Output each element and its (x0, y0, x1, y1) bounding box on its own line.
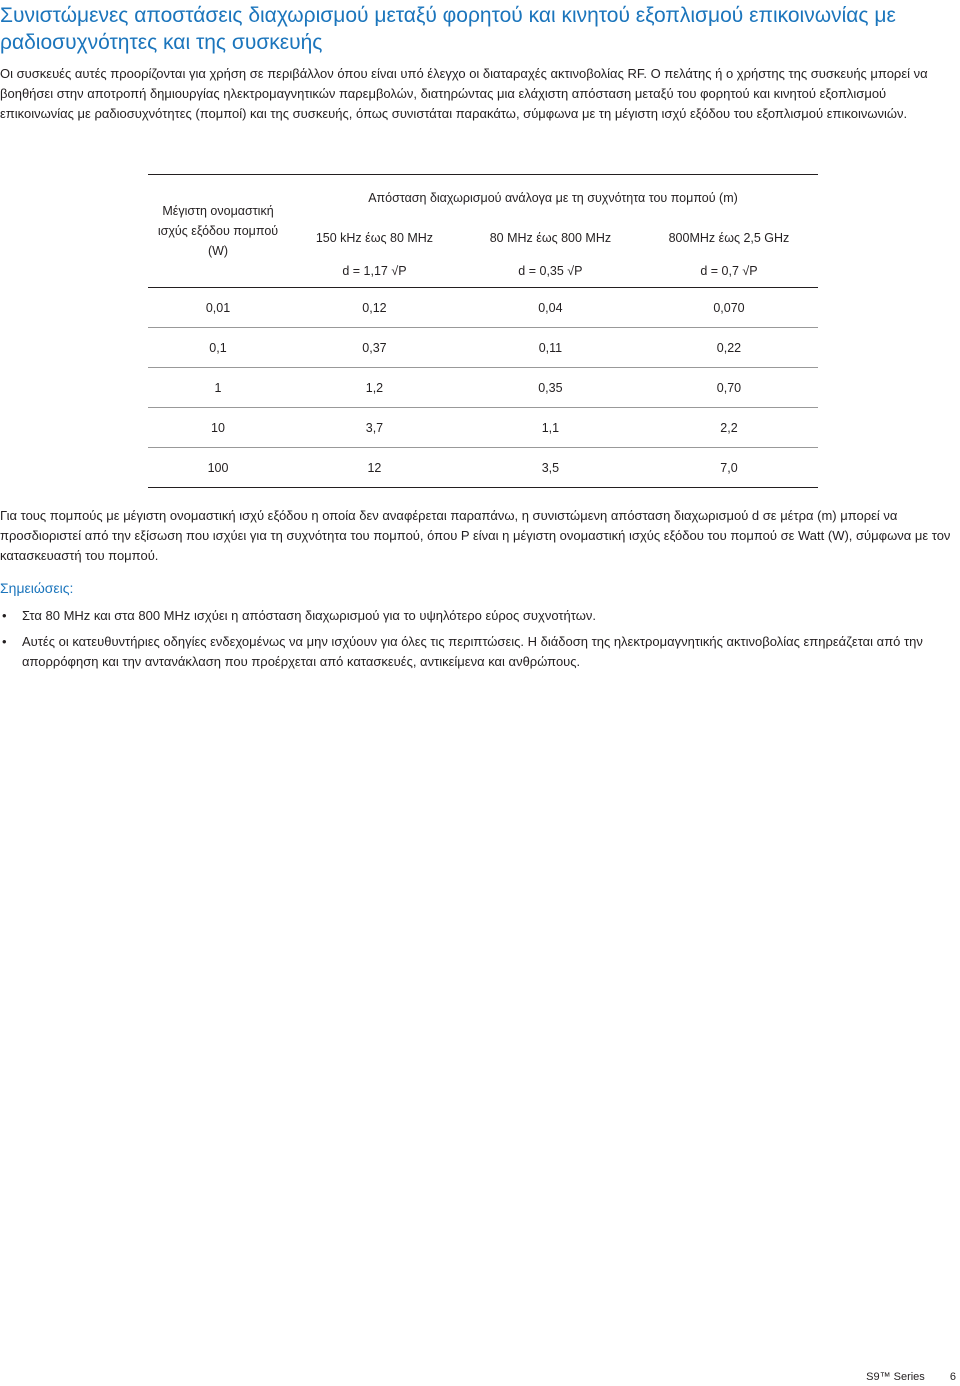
table-row (148, 288, 818, 328)
separation-distance-table (148, 174, 818, 488)
table-cell: 0,12 (288, 288, 461, 328)
formula-1: d = 1,17 √P (342, 264, 407, 278)
note-text: Αυτές οι κατευθυντήριες οδηγίες ενδεχομένως να μην ισχύουν για όλες τις περιπτώσεις. Η διάδοση της ηλεκτρομαγνητικής ακτινοβολίας επηρεάζεται από την απορρόφηση και την αντανάκλαση που προέρχεται από κατασκευές, αντικείμενα και ανθρώπους. (22, 634, 923, 669)
table-cell: 1,2 (288, 368, 461, 408)
table-cell: 12 (288, 448, 461, 488)
table-cell: 0,1 (148, 328, 288, 368)
table-cell: 0,35 (461, 368, 640, 408)
table-cell: 3,5 (461, 448, 640, 488)
notes-list (0, 606, 950, 678)
page-footer (866, 1371, 956, 1383)
intro-paragraph: Οι συσκευές αυτές προορίζονται για χρήση σε περιβάλλον όπου είναι υπό έλεγχο οι διαταραχές ακτινοβολίας RF. Ο πελάτης ή ο χρήστης της συσκευής μπορεί να βοηθήσει στην αποτροπή δημιουργίας ηλεκτρομαγνητικών παρεμβολών, διατηρώντας μια ελάχιστη απόσταση μεταξύ του φορητού και κινητού εξοπλισμού επικοινωνίας με ραδιοσυχνότητες (πομποί) και της συσκευής, όπως συνιστάται παρακάτω, σύμφωνα με τη μέγιστη ισχύ εξόδου του εξοπλισμού επικοινωνιών. (0, 66, 928, 121)
range-header-3: 800MHz έως 2,5 GHz (668, 231, 790, 245)
page-title: Συνιστώμενες αποστάσεις διαχωρισμού μεταξύ φορητού και κινητού εξοπλισμού επικοινωνίας με ραδιοσυχνότητες και της συσκευής (0, 4, 896, 54)
range-header-1: 150 kHz έως 80 MHz (315, 231, 434, 245)
notes-heading: Σημειώσεις: (0, 580, 74, 596)
table-cell: 10 (148, 408, 288, 448)
table-cell: 0,01 (148, 288, 288, 328)
table-row (148, 408, 818, 448)
bullet-icon: • (2, 634, 7, 649)
table-cell: 3,7 (288, 408, 461, 448)
table-cell: 1,1 (461, 408, 640, 448)
formula-3: d = 0,7 √P (700, 264, 758, 278)
series-name: S9™ Series (866, 1371, 925, 1383)
table-cell: 1 (148, 368, 288, 408)
bullet-icon: • (2, 608, 7, 623)
table-cell: 100 (148, 448, 288, 488)
table-cell: 0,22 (640, 328, 818, 368)
table-row (148, 448, 818, 488)
list-item (0, 606, 950, 626)
table-cell: 0,11 (461, 328, 640, 368)
range-header-2: 80 MHz έως 800 MHz (489, 231, 612, 245)
table-cell: 0,04 (461, 288, 640, 328)
table-cell: 2,2 (640, 408, 818, 448)
page-number: 6 (949, 1371, 956, 1383)
after-table-paragraph: Για τους πομπούς με μέγιστη ονομαστική ισχύ εξόδου η οποία δεν αναφέρεται παραπάνω, η συνιστώμενη απόσταση διαχωρισμού d σε μέτρα (m) μπορεί να προσδιοριστεί από την εξίσωση που ισχύει για τη συχνότητα του πομπού, όπου P είναι η μέγιστη ονομαστική ισχύς εξόδου του πομπού σε Watt (W), σύμφωνα με τον κατασκευαστή του πομπού. (0, 508, 951, 563)
power-column-header: Μέγιστη ονομαστική ισχύς εξόδου πομπού (W) (148, 175, 288, 288)
list-item (0, 632, 950, 672)
table-cell: 0,070 (640, 288, 818, 328)
table-cell: 7,0 (640, 448, 818, 488)
distance-span-header: Απόσταση διαχωρισμού ανάλογα με τη συχνότητα του πομπού (m) (288, 175, 818, 222)
note-text: Στα 80 MHz και στα 800 MHz ισχύει η απόσταση διαχωρισμού για το υψηλότερο εύρος συχνοτήτων. (22, 608, 596, 623)
table-cell: 0,70 (640, 368, 818, 408)
table-row (148, 328, 818, 368)
table-row (148, 368, 818, 408)
formula-2: d = 0,35 √P (518, 264, 583, 278)
table-cell: 0,37 (288, 328, 461, 368)
